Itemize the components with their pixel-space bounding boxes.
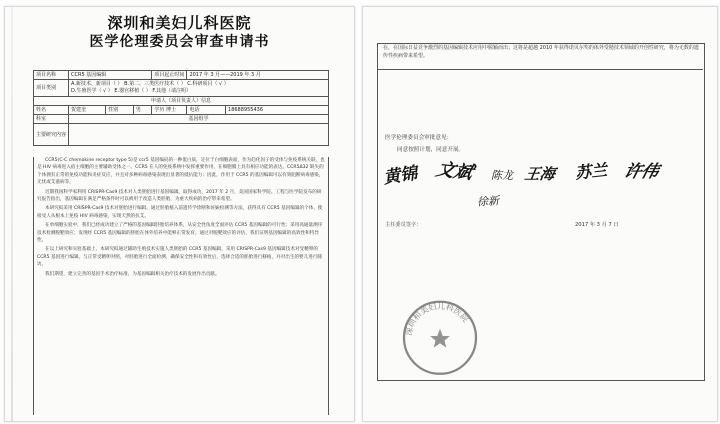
- svg-text:深圳和美妇儿科医院: 深圳和美妇儿科医院: [403, 300, 471, 337]
- signature-6: 许伟: [621, 162, 661, 182]
- application-form-page-2: [362, 6, 718, 422]
- hospital-seal: [395, 291, 485, 381]
- continued-text: [383, 45, 699, 60]
- project-name-label: 项目名称: [34, 71, 69, 80]
- approval-date: 2017 年 3 月 7 日: [575, 222, 619, 228]
- application-info-table: [33, 70, 329, 146]
- project-category-row-1: A.新技术、新项目（ ） B.第二、三类医疗技术（ ） C.科研项目（ √ ）: [71, 81, 229, 87]
- paragraph-1: CCR5(C-C chemokine receptor type 5)是 ccr5 基因编码的一种蛋白质，定位于白细胞表面，作为趋化因子的受体与免疫系统关联，也是 HIV 病毒进入宿主细胞的主要辅助受体之一。CCR5 在人的免疫系统中发挥重要作用，在细胞膜上具有相应功能的表达。CCR5Δ32 缺失的个体拥有正常的免疫功能和炎症反应，并且对多种病毒感染表现出显著的抵抗能力；因此，作用于 CCR5 的基因编辑可以有效阻断病毒感染，无忧或艾滋病等。: [37, 158, 325, 186]
- section-divider: [377, 69, 703, 70]
- project-period-value: 2017 年 3 月——2019 年 3 月: [187, 71, 329, 80]
- page-shadow-line: [11, 7, 13, 421]
- summary-label: 主要研究内容: [34, 124, 69, 146]
- applicant-name-label: 姓名: [34, 106, 69, 115]
- paragraph-2: 近期我国科学家利用 CRISPR-Cas9 技术对人类胚胎进行基因编辑，取得成功，2017 年 2 月，美国国家科学院、工程与医学院发布的研究报告指出，基因编辑在满足严格条件时可以被用于改造人类胚胎，为重大疾病的治疗带来希望。: [37, 189, 322, 203]
- paragraph-4: 在单细胞实验中，我们已经成功建立了严格的基因编辑胚胎培养体系，从安全性角度全面评估 CCR5 基因编辑的可行性；采用高通量测序技术检测脱靶效应；发现经 CCR5 基因编辑的胚胎在体外培养中能够正常发育。通过对脱靶效应的评估，我们证明基因编辑的高效性和特异性。: [37, 223, 323, 244]
- signature-5: 苏兰: [574, 160, 609, 183]
- signature-4: 王海: [523, 165, 557, 183]
- paragraph-3: 本研究拟采用 CRISPR-Cas9 技术对胚胎进行编辑，通过胚胎植入前遗传学诊断和妊娠检测等方法，获得具有 CCR5 基因编辑的个体，使接受人从根本上免疫 HIV 病毒感染，实现天然的抗艾。: [37, 206, 323, 219]
- department-value: 基因组学: [69, 115, 329, 124]
- paragraph-5: 在以上研究和实验基础上，本研究拟通过辅助生殖技术实施人类胚胎的 CCR5 基因编辑，采用 CRISPR-Cas9 基因编辑技术对受精卵的 CCR5 基因进行编辑，与正常受精卵对照，对胚胎进行全面检测，确保安全性和有效性后，选择合适的胚胎进行移植，并对出生的婴儿进行随访。: [37, 247, 323, 268]
- signature-1: 黄锦: [382, 163, 419, 189]
- project-period-label: 项目起止时间: [152, 71, 187, 80]
- project-category-label: 项目类别: [34, 80, 69, 97]
- signature-2: 文斌: [433, 159, 476, 184]
- applicant-header: 申请人（项目负责人）信息: [34, 97, 329, 106]
- signature-7: 徐新: [476, 194, 500, 209]
- continued-paragraph: 在，在国际日益竞争激烈的基因编辑技术应用中脱颖而出；这将是超越 2010 年获得诺贝尔奖的体外受精技术领域的开创性研究，将为无数的遗传性疾病带来希望。: [383, 45, 699, 59]
- applicant-degree: 学历 博士: [152, 106, 187, 115]
- department-label: 科室: [34, 115, 69, 124]
- applicant-phone-value: 18688955436: [226, 106, 329, 115]
- signature-label: 主任委员签字：: [385, 222, 422, 228]
- hospital-name: 深圳和美妇儿科医院: [107, 14, 252, 32]
- project-category-row-2: D.生殖医学（ √ ） E.器官移植（ ） F.其他（请注明）: [71, 88, 191, 94]
- form-title: 医学伦理委员会审查申请书: [89, 34, 270, 50]
- project-name-value: CCR5 基因编辑: [69, 71, 152, 80]
- research-description: [33, 157, 329, 415]
- applicant-phone-label: 电话: [187, 106, 226, 115]
- applicant-gender-label: 性别: [106, 106, 134, 115]
- signature-3: 陈龙: [491, 169, 513, 182]
- applicant-gender-value: 男: [133, 106, 152, 115]
- opinion-label: 医学伦理委员会审批意见：: [385, 135, 453, 141]
- opinion-text: 同意按照计划，同意开展。: [397, 147, 465, 153]
- application-form-page-1: [4, 6, 355, 422]
- applicant-name-value: 贺建奎: [69, 106, 106, 115]
- paragraph-6: 我们期望，建立完善的基因手术治疗标准，为基因编辑相关治疗技术的发展作出贡献。: [45, 271, 220, 277]
